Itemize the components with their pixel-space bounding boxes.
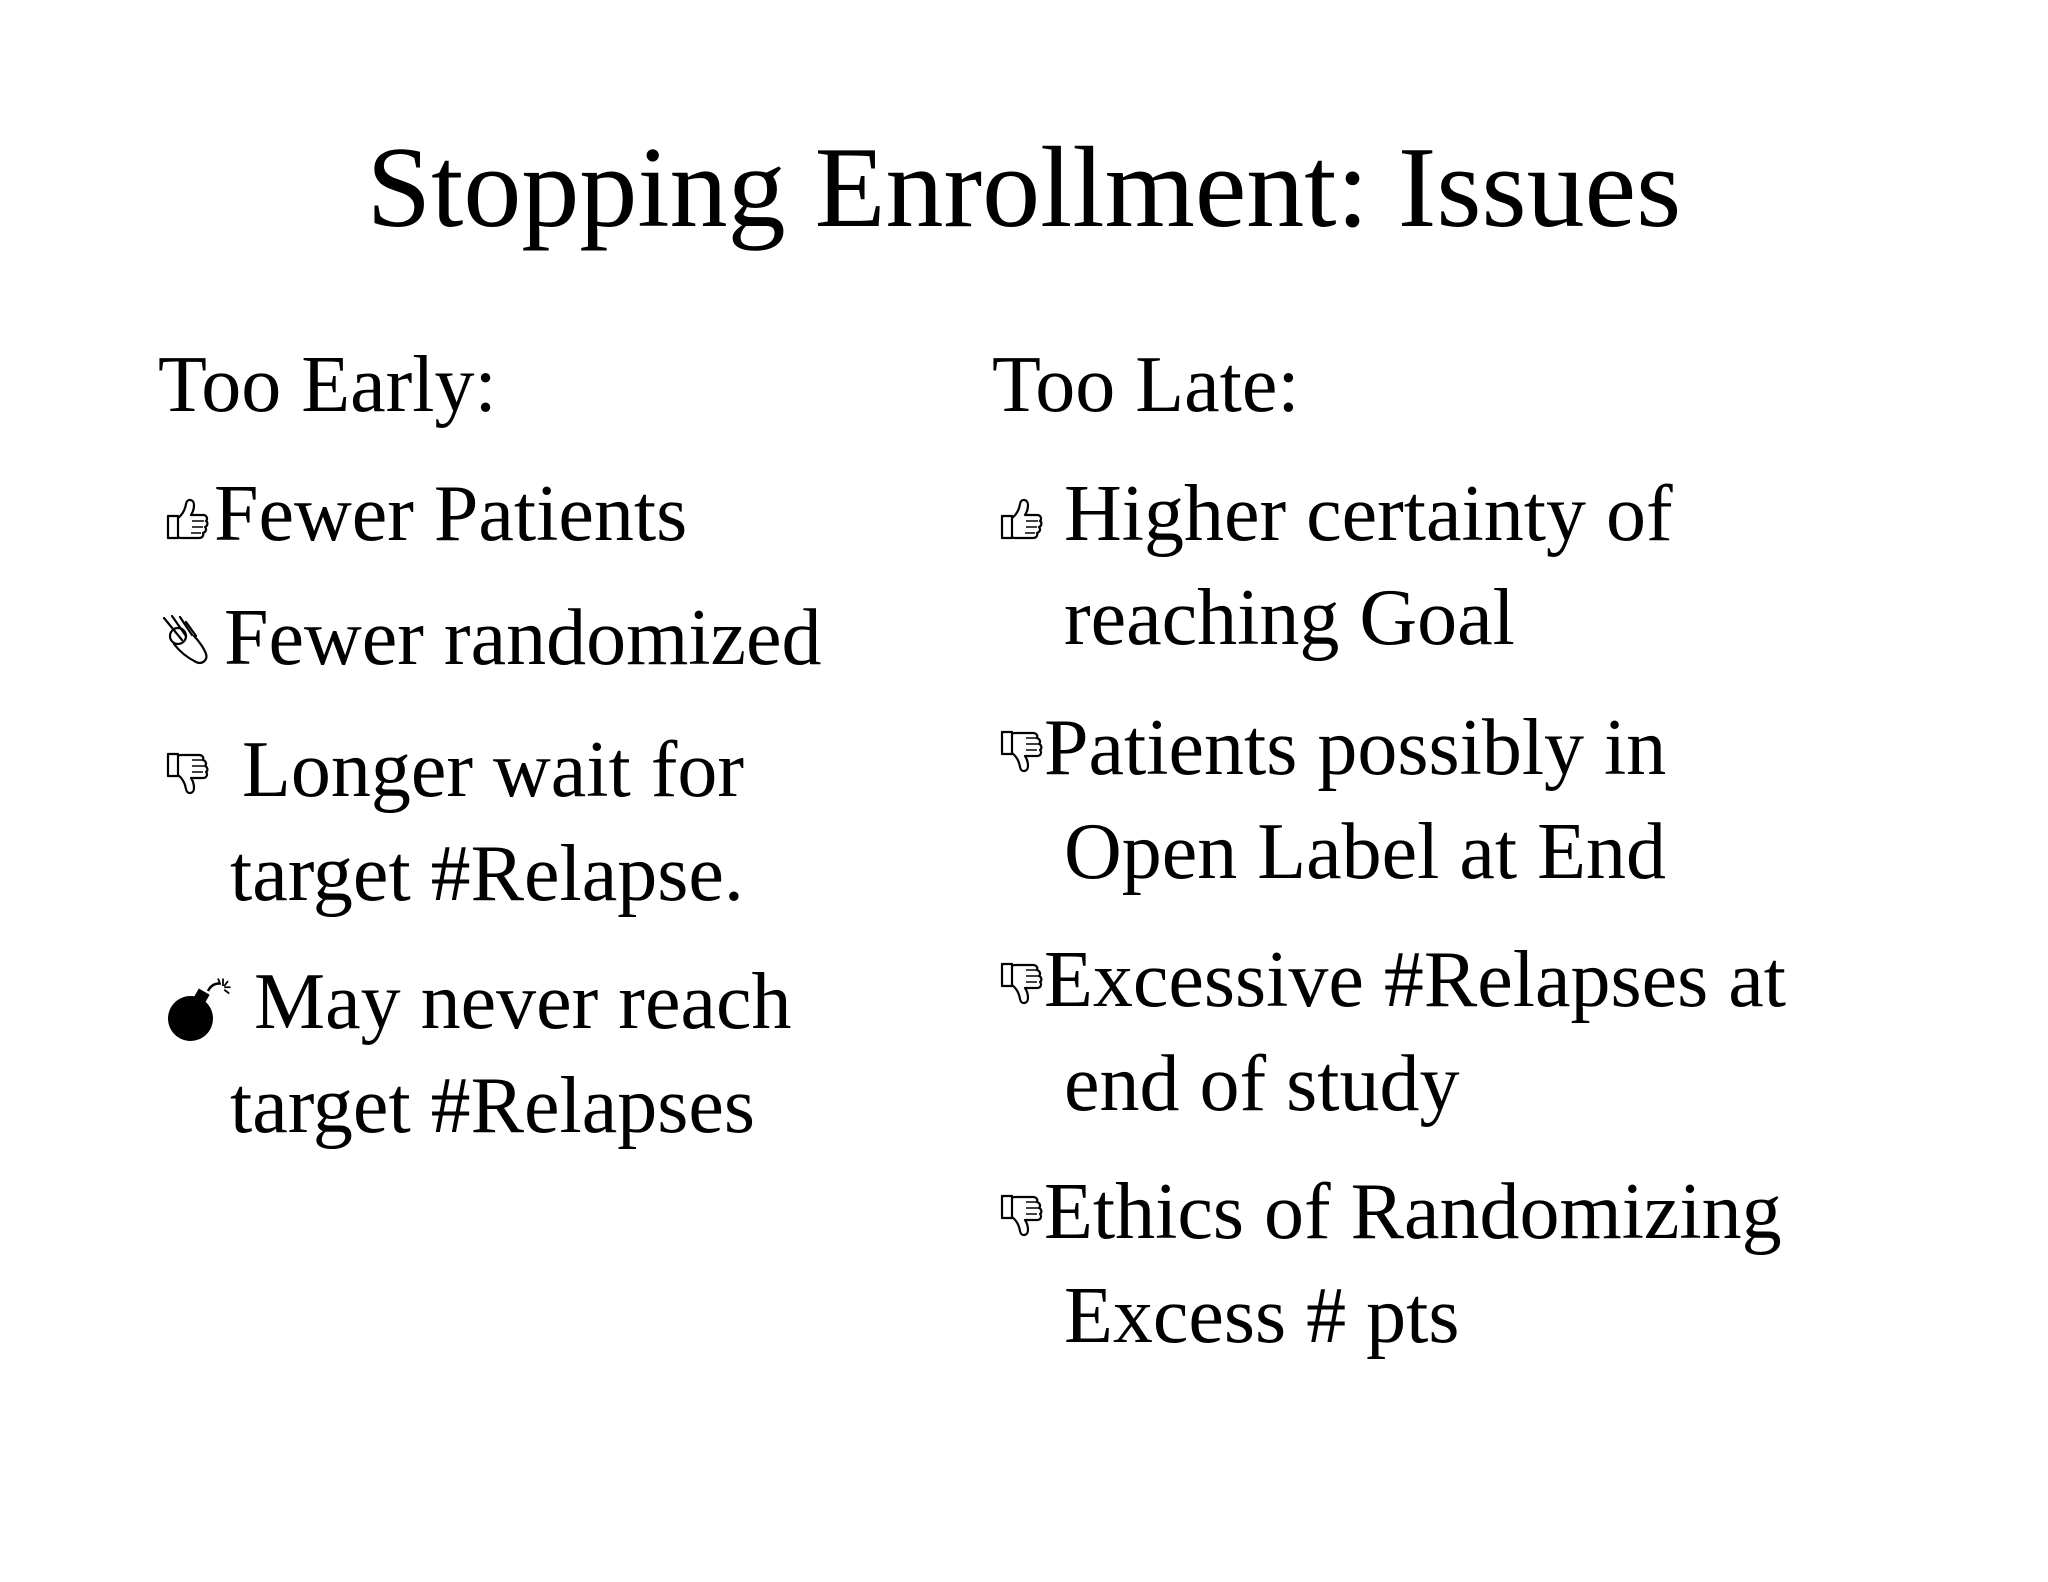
list-item [992, 1160, 1782, 1368]
item-text: May never reach [254, 958, 792, 1046]
item-text: Fewer Patients [214, 470, 688, 558]
too-early-heading: Too Early: [158, 341, 497, 429]
item-text-continued: reaching Goal [1064, 574, 1515, 662]
thumbs-down-icon [992, 956, 1048, 1012]
item-text: Higher certainty of [1064, 470, 1673, 558]
thumbs-down-icon [992, 1188, 1048, 1244]
slide-title: Stopping Enrollment: Issues [366, 124, 1682, 252]
list-item [992, 696, 1666, 904]
item-text-continued: Excess # pts [1064, 1272, 1460, 1360]
item-text-continued: target #Relapse. [230, 830, 744, 918]
item-text: Longer wait for [242, 726, 745, 814]
thumbs-down-icon [992, 724, 1048, 780]
thumbs-up-icon [992, 490, 1048, 546]
item-text: Excessive #Relapses at [1044, 936, 1786, 1024]
list-item [992, 928, 1786, 1136]
item-text-continued: end of study [1064, 1040, 1460, 1128]
list-item [158, 950, 791, 1158]
ok-hand-icon [158, 614, 214, 670]
item-text: Fewer randomized [224, 594, 822, 682]
item-text: Patients possibly in [1044, 704, 1667, 792]
too-late-heading: Too Late: [992, 341, 1300, 429]
item-text-continued: Open Label at End [1064, 808, 1666, 896]
list-item [992, 462, 1673, 670]
bomb-icon [158, 976, 238, 1046]
item-text: Ethics of Randomizing [1044, 1168, 1782, 1256]
list-item [158, 462, 687, 566]
list-item [158, 586, 822, 690]
item-text-continued: target #Relapses [230, 1062, 756, 1150]
thumbs-down-icon [158, 746, 214, 802]
list-item [158, 718, 744, 926]
thumbs-up-icon [158, 490, 214, 546]
